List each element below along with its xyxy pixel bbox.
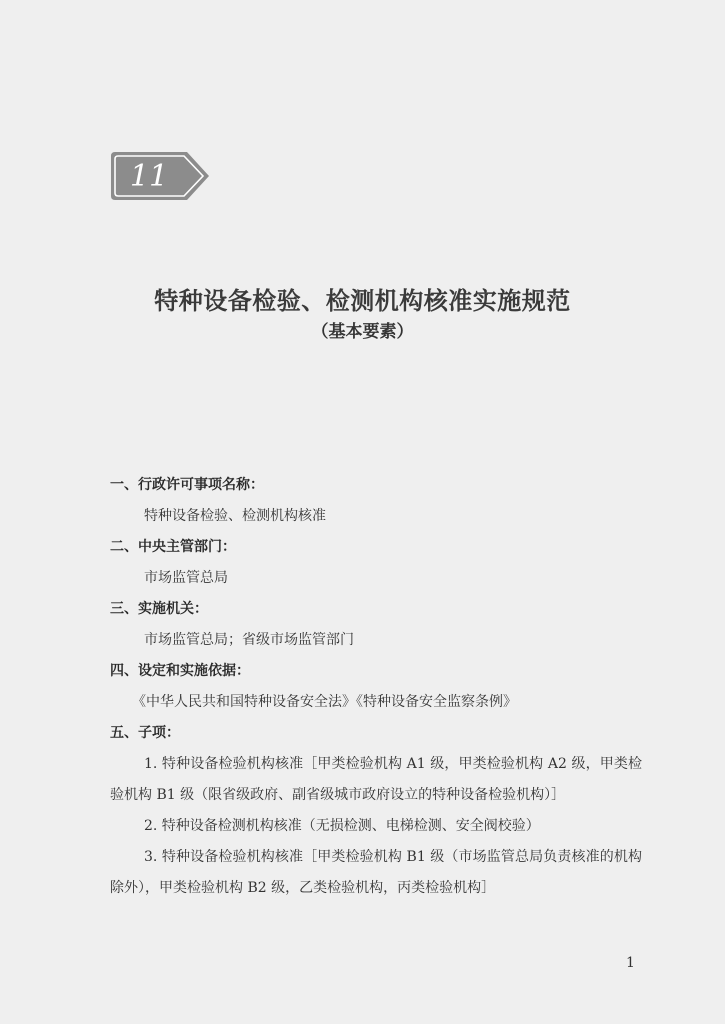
section-heading-legal-basis: 四、设定和实施依据： xyxy=(110,663,250,679)
section-heading-implementing-agency: 三、实施机关： xyxy=(110,601,208,617)
chapter-badge xyxy=(109,150,213,202)
sub-item-2: 2. 特种设备检测机构核准（无损检测、电梯检测、安全阀校验） xyxy=(144,818,540,834)
document-title: 特种设备检验、检测机构核准实施规范 xyxy=(154,287,571,315)
section-heading-central-authority: 二、中央主管部门： xyxy=(110,539,236,555)
sub-item-3: 3. 特种设备检验机构核准［甲类检验机构 B1 级（市场监管总局负责核准的机构除外），甲类检验机构 B2 级，乙类检验机构，丙类检验机构］ xyxy=(110,849,642,896)
section-value-legal-basis: 《中华人民共和国特种设备安全法》《特种设备安全监察条例》 xyxy=(132,694,517,710)
section-heading-sub-items: 五、子项： xyxy=(110,725,180,741)
document-subtitle: （基本要素） xyxy=(311,322,414,342)
section-value-license-name: 特种设备检验、检测机构核准 xyxy=(144,508,326,524)
section-value-central-authority: 市场监管总局 xyxy=(144,570,228,586)
section-value-implementing-agency: 市场监管总局；省级市场监管部门 xyxy=(144,632,354,648)
section-heading-license-name: 一、行政许可事项名称： xyxy=(110,477,264,493)
document-body xyxy=(110,470,642,904)
chapter-number: 11 xyxy=(129,158,169,194)
sub-item-1: 1. 特种设备检验机构核准［甲类检验机构 A1 级，甲类检验机构 A2 级，甲类检验机构 B1 级（限省级政府、副省级城市政府设立的特种设备检验机构）］ xyxy=(110,756,642,803)
page-number: 1 xyxy=(626,955,635,971)
